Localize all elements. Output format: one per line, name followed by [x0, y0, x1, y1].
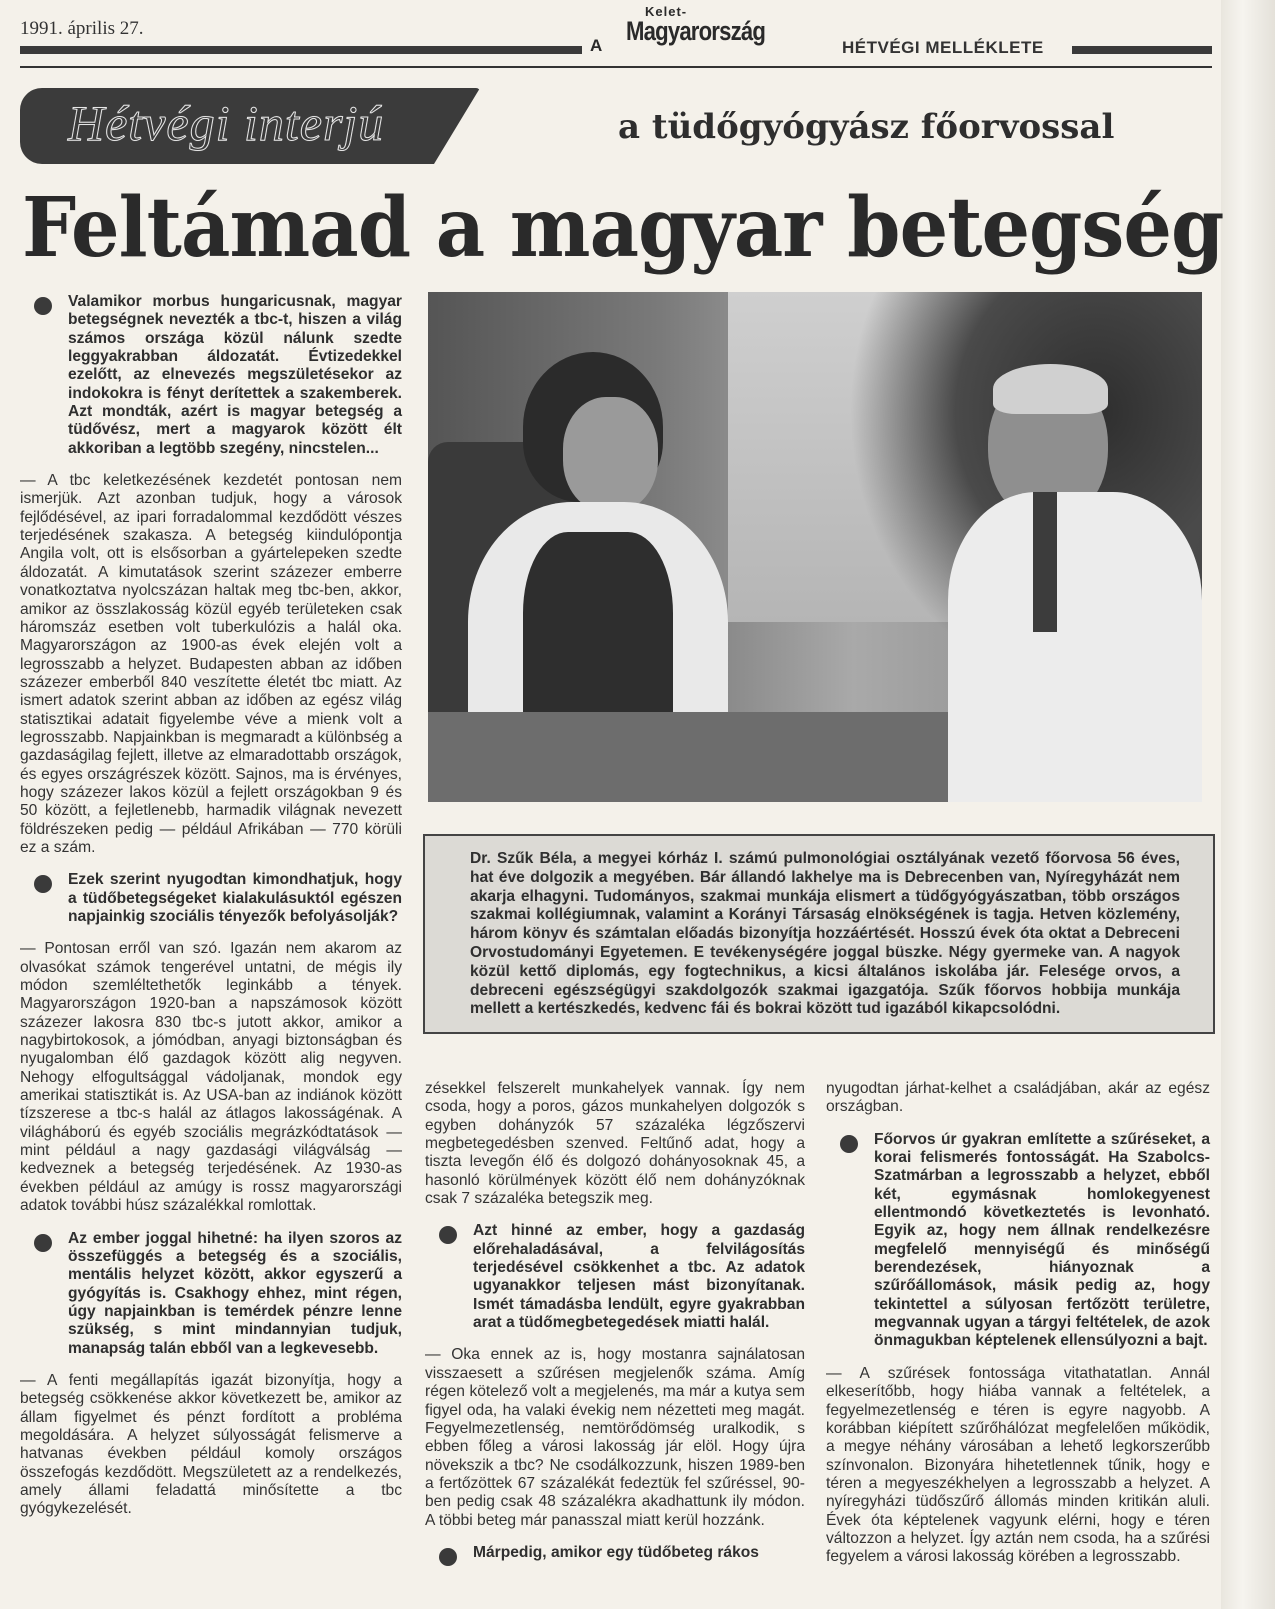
masthead-name: Magyarország [626, 16, 766, 46]
bio-text: Dr. Szűk Béla, a megyei kórház I. számú pulmonológiai osztályának vezető főorvosa 56 éves, hat éve dolgozik a megyében. Bár állandó lakhelye ma is Debrecenben van, Nyíregyházát nem akarja elhagyni. Tudományos, szakmai munkája elismert a tüdőgyógyászatban, több országos szakmai kollégiumnak, valamint a Korányi Társaság elnökségének is tagja. Hetven közlemény, három könyv és számtalan előadás bizonyítja hozzáértését. Hosszú évek óta oktat a Debreceni Orvostudományi Egyetemen. E tevékenységére joggal büszke. Négy gyermeke van. A nagyok közül kettő diplomás, egy fogtechnikus, a kicsi általános iskolába jár. Felesége orvos, a debreceni egészségügyi szakdolgozók szakmai igazgatója. Szűk főorvos hobbija munkája mellett a kertészkedés, kedvenc fái és bokrai között tud igazából kikapcsolódni. [470, 850, 1180, 1018]
answer-paragraph: — A fenti megállapítás igazát bizonyítja, hogy a betegség csökkenése akkor következett be, amikor az állam figyelmet és pénzt fordított a probléma megoldására. A helyzet súlyosságát felismerve a hatvanas években például komoly országos összefogás kezdődött. Megszületett az a rendelkezés, amely állami feladattá minősítette a tbc gyógykezelését. [20, 1371, 402, 1518]
answer-paragraph: — A szűrések fontossága vitathatatlan. Annál elkeserítőbb, hogy hiába vannak a feltételek, a fegyelmezetlenség e téren is egyre nagyobb. A korábban kiépített szűrőhálózat megfelelően működik, a megye néhány városában a lehető legkorszerűbb színvonalon. Bizonyára hihetetlennek tűnik, hogy e téren a megyeszékhelyen a legrosszabb a helyzet. A nyíregyházi tüdőszűrő állomás minden kritikán aluli. Évek óta képtelenek vagyunk elérni, hogy e téren változzon a helyzet. Így aztán nem csoda, ha a szűrési fegyelem a városi lakosság körében a legrosszabb. [826, 1364, 1210, 1566]
question-paragraph: Az ember joggal hihetné: ha ilyen szoros az összefüggés a betegség és a szociális, mentális helyzet között, akkor egyszerű a gyógyítás is. Csakhogy ehhez, mint régen, úgy napjainkban is temérdek pénzre lenne szükség, s mint mindannyian tudjuk, manapság talán ebből van a legkevesebb. [20, 1230, 402, 1358]
column-1 [20, 293, 402, 1533]
answer-paragraph: zésekkel felszerelt munkahelyek vannak. Így nem csoda, hogy a poros, gázos munkahelyen dolgozók s egyben dohányzók 57 százaléka légzőszervi megbetegedésben szenved. Feltűnő adat, hogy a tiszta levegőn élő és dolgozó dohányosoknak 45, a hasonló körülmények között élő nem dohányzóknak csak 7 százaléka betegszik meg. [425, 1080, 805, 1208]
interview-photo [428, 292, 1202, 802]
header-bar-left [20, 46, 582, 54]
column-3 [826, 1080, 1210, 1581]
interview-subtitle: a tüdőgyógyász főorvossal [618, 107, 1115, 147]
question-paragraph: Azt hinné az ember, hogy a gazdaság előrehaladásával, a felvilágosítás terjedésével csökkenhet a tbc. Az adatok ugyanakkor teljesen mást bizonyítanak. Ismét támadásba lendült, egyre gyakrabban arat a tüdőmegbetegedések miatti halál. [425, 1222, 805, 1332]
photo-man-tie [1033, 492, 1057, 632]
question-paragraph: Főorvos úr gyakran említette a szűréseket, a korai felismerés fontosságát. Ha Szabolcs-Szatmárban a legrosszabb a helyzet, ebből két, egymásnak homlokegyenest ellentmondó következtetés is levonható. Egyik az, hogy nem állnak rendelkezésre megfelelő mennyiségű és minőségű berendezések, hiányoznak a szűrőállomások, másik pedig az, hogy tekintettel a súlyosan fertőzött területre, megvannak ugyan a tárgyi feltételek, de azok önmagukban képtelenek ellensúlyozni a bajt. [826, 1131, 1210, 1351]
question-paragraph: Valamikor morbus hungaricusnak, magyar betegségnek nevezték a tbc-t, hiszen a világ számos országa közül nálunk szedte leggyakrabban áldozatát. Évtizedekkel ezelőtt, az elnevezés megszületésekor az indokokra is fényt derítettek a szakemberek. Azt mondták, azért is magyar betegség a tüdővész, mert a magyarok között élt akkoriban a legtöbb szegény, nincstelen... [20, 293, 402, 458]
supplement-label: HÉTVÉGI MELLÉKLETE [842, 38, 1044, 57]
photo-desk [428, 712, 948, 802]
header-rule [20, 66, 1212, 68]
masthead-article: A [590, 36, 603, 55]
issue-date: 1991. április 27. [20, 18, 144, 39]
header-bar-right [1072, 46, 1212, 54]
column-2 [425, 1080, 805, 1576]
masthead-kelet: Kelet- [645, 4, 688, 19]
interview-label: Hétvégi interjú [68, 95, 385, 151]
question-paragraph: Ezek szerint nyugodtan kimondhatjuk, hogy a tüdőbetegségeket kialakulásuktól egészen napjainkig szociális tényezők befolyásolják? [20, 871, 402, 926]
answer-paragraph: — A tbc keletkezésének kezdetét pontosan nem ismerjük. Azt azonban tudjuk, hogy a városok fejlődésével, az ipari forradalommal kezdődött vészes terjedésének szakasza. A betegség kiindulópontja Angila volt, ott is elsősorban a gyártelepeken szedte áldozatát. A kimutatások szerint százezer emberre vonatkoztatva nyolcszázan haltak meg tbc-ben, akkor, amikor az összlakosság közül egyéb területeken csak háromszáz esetben volt tuberkulózis a halál oka. Magyarországon az 1900-as évek elején volt a legrosszabb a helyzet. Budapesten abban az időben százezer emberből 840 veszítette életét tbc miatt. Az ismert adatok szerint abban az időben az egész világ statisztikai adatait figyelembe véve a mienk volt a legrosszabb. Napjainkban is megmaradt a különbség a gazdaságilag fejlett, illetve az elmaradottabb országok, és egyes országrészek között. Sajnos, ma is érvényes, hogy százezer lakos közül a fejlett országokban 9 és 50 között, a fejletlenebb, harmadik világnak nevezett földrészeken pedig — például Afrikában — 770 körüli ez a szám. [20, 472, 402, 856]
masthead [590, 2, 820, 55]
answer-paragraph: — Oka ennek az is, hogy mostanra sajnálatosan visszaesett a szűrésen megjelenők száma. Amíg régen kötelező volt a megjelenés, ma már a kutya sem figyel oda, ha valaki évekig nem nézetteti meg magát. Fegyelmezetlenség, nemtörődömség uralkodik, s ebben főleg a városi lakosság jár elöl. Hogy újra növekszik a tbc? Ne csodálkozzunk, hiszen 1989-ben a fertőzöttek 67 százalékát fedeztük fel szűréssel, 90-ben pedig csak 48 százalékra akadhattunk ily módon. A többi beteg már panasszal miatt kerül hozzánk. [425, 1346, 805, 1529]
answer-paragraph: nyugodtan járhat-kelhet a családjában, akár az egész országban. [826, 1080, 1210, 1116]
photo-man-shirt [948, 492, 1202, 802]
photo-man-hair [993, 364, 1108, 414]
answer-paragraph: — Pontosan erről van szó. Igazán nem akarom az olvasókat számok tengerével untatni, de mégis ily módon szemléltethetők leginkább a tények. Magyarországon 1920-ban a napszámosok között százezer lakosra 830 tbc-s jutott akkor, amikor a nagybirtokosok, a jómódban, anyagi biztonságban és nyugalomban élő gazdagok között alig negyven. Nehogy elfogultsággal vádoljanak, mondok egy amerikai statisztikát is. Az USA-ban az indiánok között tízszerese a tbc-s halál az átlagos lakosságénak. A világháború és egyéb szociális megrázkódtatások — mint például a nagy gazdasági világválság — kedveznek a betegség terjedésének. Az 1930-as években például az amúgy is rossz magyarországi adatok további húsz százalékkal romlottak. [20, 940, 402, 1215]
question-paragraph: Márpedig, amikor egy tüdőbeteg rákos [425, 1544, 805, 1562]
headline: Feltámad a magyar betegség [22, 180, 1224, 276]
page-fold [1221, 0, 1275, 1609]
photo-woman-face [563, 397, 658, 512]
